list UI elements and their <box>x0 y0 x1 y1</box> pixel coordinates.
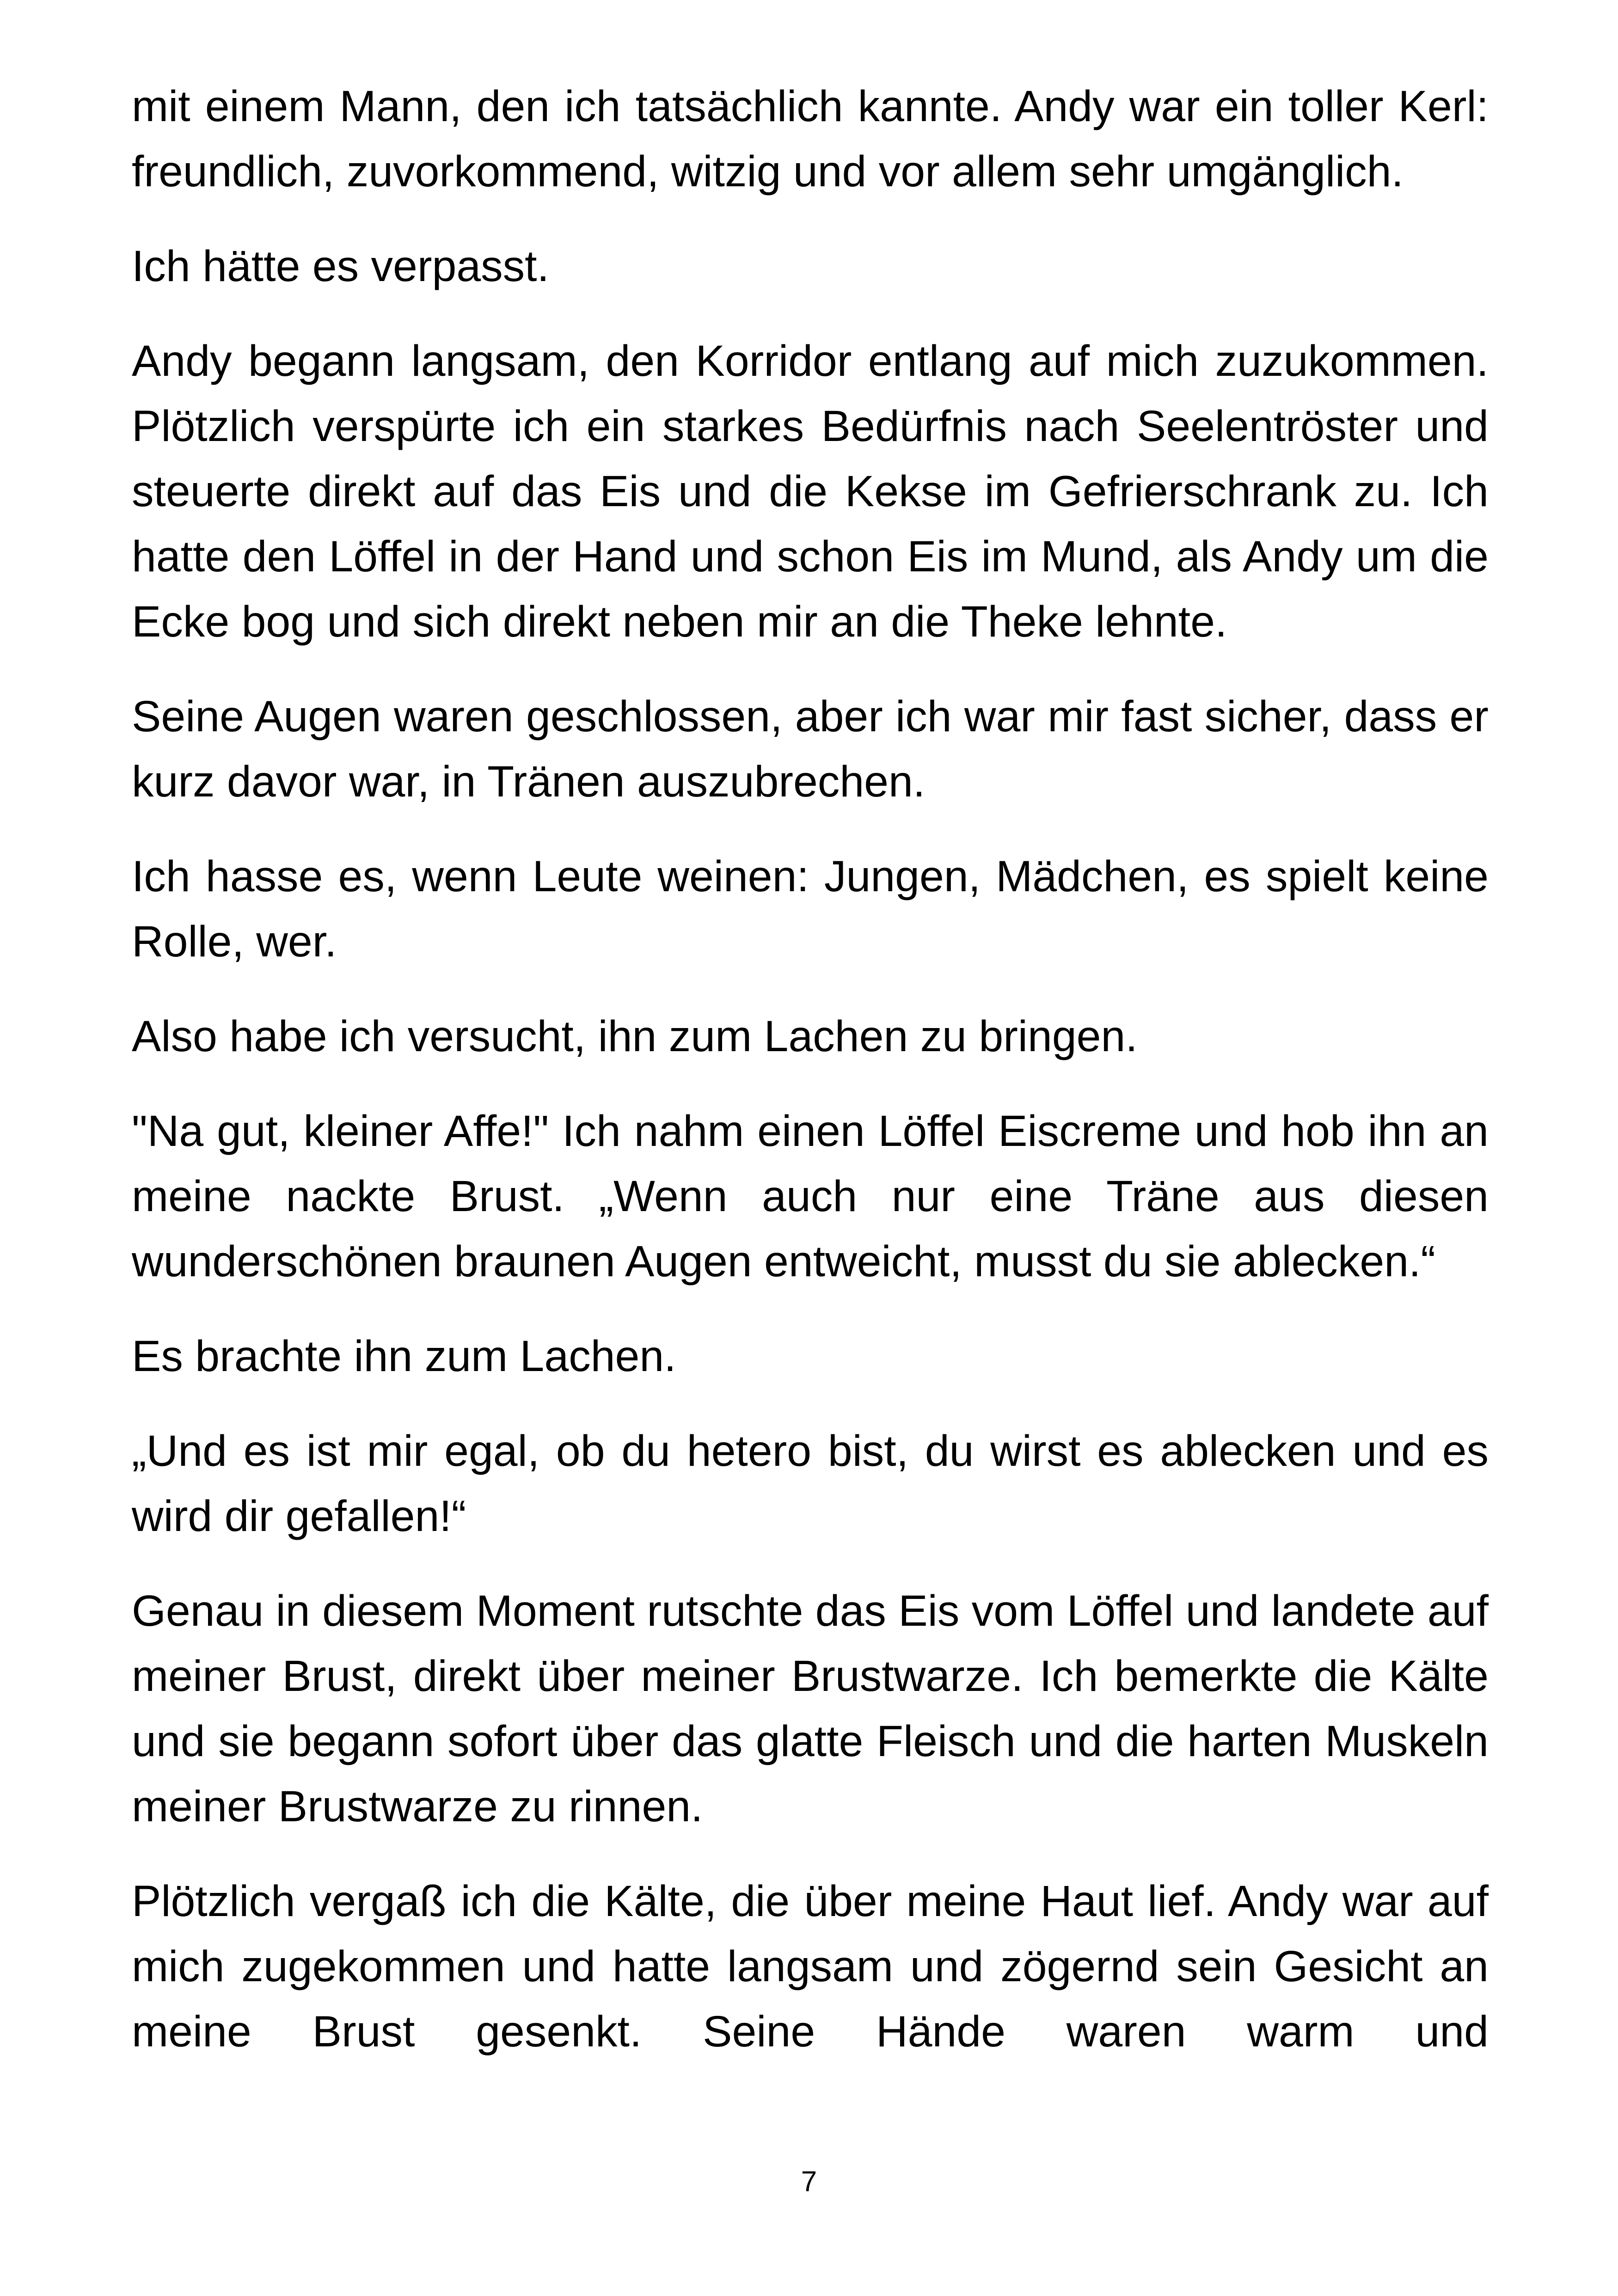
paragraph: Plötzlich vergaß ich die Kälte, die über meine Haut lief. Andy war auf mich zugekommen und hatte langsam und zögernd sein Gesicht an meine Brust gesenkt. Seine Hände waren warm und <box>132 1877 1489 2056</box>
body-text <box>132 74 1489 2094</box>
paragraph: Es brachte ihn zum Lachen. <box>132 1332 676 1381</box>
paragraph: „Und es ist mir egal, ob du hetero bist, du wirst es ablecken und es wird dir gefallen!“ <box>132 1427 1489 1541</box>
paragraph: Ich hasse es, wenn Leute weinen: Jungen, Mädchen, es spielt keine Rolle, wer. <box>132 852 1489 966</box>
paragraph: Andy begann langsam, den Korridor entlang auf mich zuzukommen. Plötzlich verspürte ich ein starkes Bedürfnis nach Seelentröster und steuerte direkt auf das Eis und die Kekse im Gefrierschrank zu. Ich hatte den Löffel in der Hand und schon Eis im Mund, als Andy um die Ecke bog und sich direkt neben mir an die Theke lehnte. <box>132 337 1489 646</box>
paragraph: Ich hätte es verpasst. <box>132 242 549 291</box>
page-number: 7 <box>801 2166 817 2198</box>
paragraph: Also habe ich versucht, ihn zum Lachen zu bringen. <box>132 1012 1138 1061</box>
paragraph: Genau in diesem Moment rutschte das Eis vom Löffel und landete auf meiner Brust, direkt über meiner Brustwarze. Ich bemerkte die Kälte und sie begann sofort über das glatte Fleisch und die harten Muskeln meiner Brustwarze zu rinnen. <box>132 1586 1489 1831</box>
paragraph: mit einem Mann, den ich tatsächlich kannte. Andy war ein toller Kerl: freundlich, zuvorkommend, witzig und vor allem sehr umgänglich. <box>132 82 1489 196</box>
paragraph: Seine Augen waren geschlossen, aber ich war mir fast sicher, dass er kurz davor war, in Tränen auszubrechen. <box>132 692 1489 806</box>
paragraph: "Na gut, kleiner Affe!" Ich nahm einen Löffel Eiscreme und hob ihn an meine nackte Brust. „Wenn auch nur eine Träne aus diesen wunderschönen braunen Augen entweicht, musst du sie ablecken.“ <box>132 1107 1489 1286</box>
